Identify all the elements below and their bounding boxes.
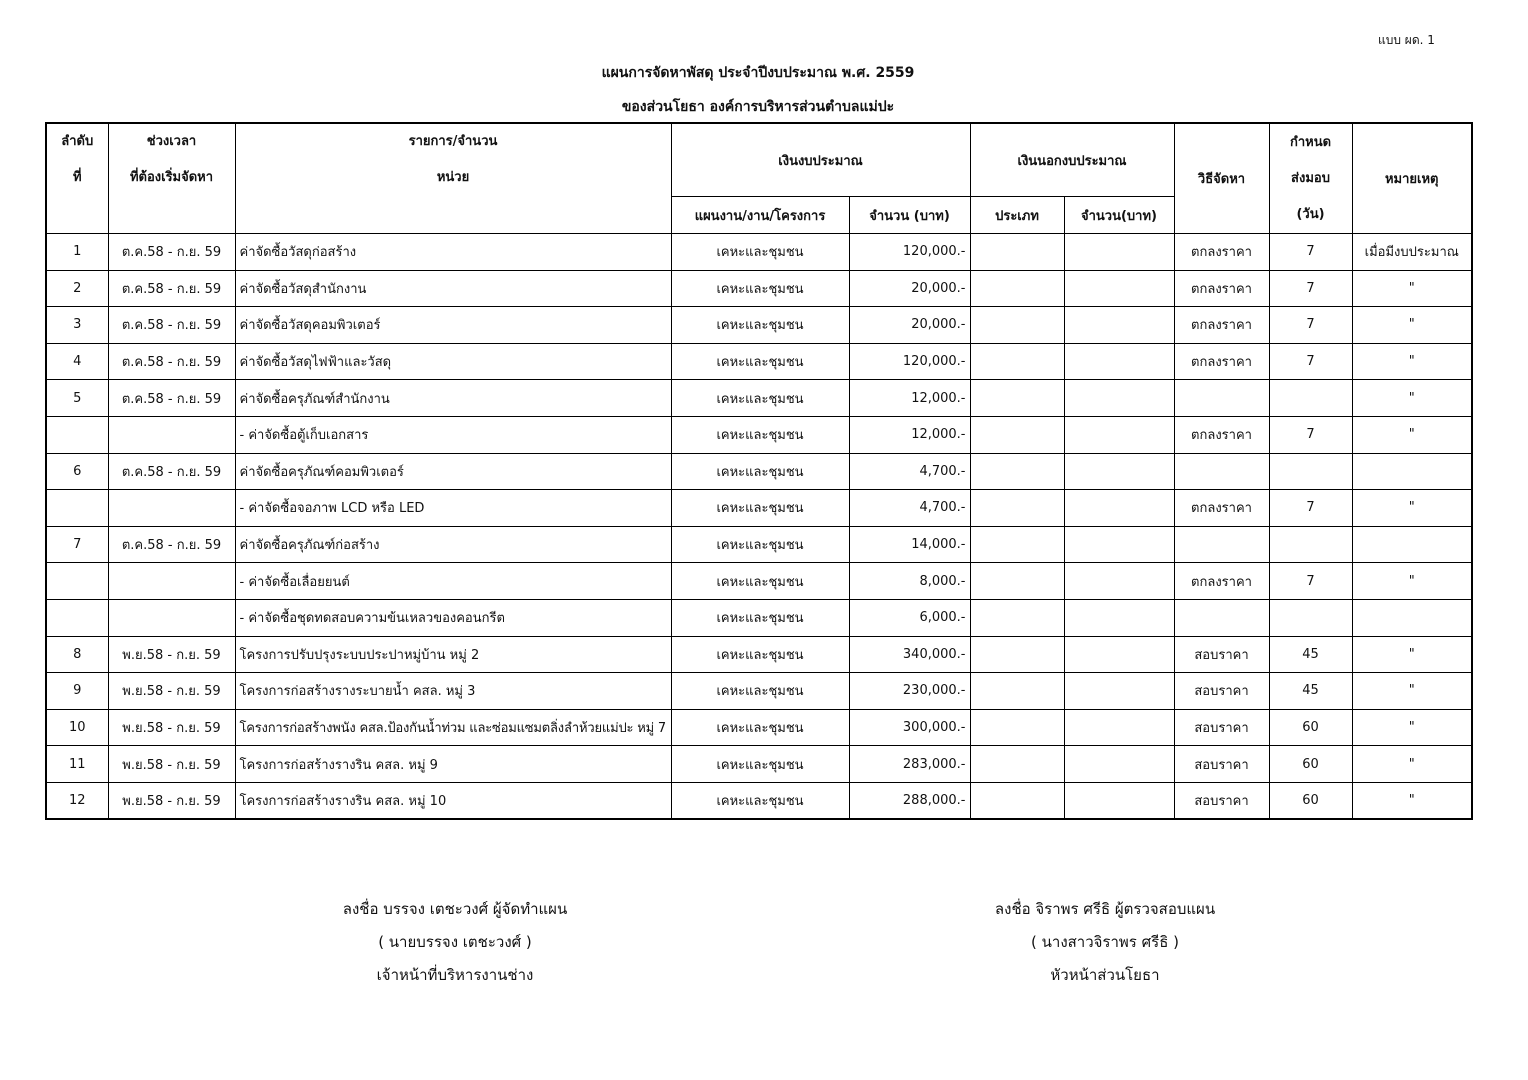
- cell-plan: เคหะและชุมชน: [671, 709, 849, 746]
- table-row: [46, 709, 1472, 746]
- cell-no: 4: [46, 343, 108, 380]
- header-offbudget-type: ประเภท: [970, 197, 1064, 234]
- cell-method: [1174, 453, 1269, 490]
- cell-method: ตกลงราคา: [1174, 307, 1269, 344]
- cell-plan: เคหะและชุมชน: [671, 782, 849, 819]
- cell-method: สอบราคา: [1174, 782, 1269, 819]
- cell-plan: เคหะและชุมชน: [671, 673, 849, 710]
- cell-no: 5: [46, 380, 108, 417]
- table-row: [46, 673, 1472, 710]
- document-title: แผนการจัดหาพัสดุ ประจำปีงบประมาณ พ.ศ. 2559: [601, 65, 915, 81]
- cell-no: 7: [46, 526, 108, 563]
- cell-offbudget-type: [970, 709, 1064, 746]
- cell-no: 10: [46, 709, 108, 746]
- cell-amount: 14,000.-: [849, 526, 970, 563]
- form-code: แบบ ผด. 1: [1378, 33, 1435, 47]
- cell-offbudget-amount: [1064, 453, 1174, 490]
- cell-offbudget-type: [970, 563, 1064, 600]
- cell-no: [46, 563, 108, 600]
- cell-period: ต.ค.58 - ก.ย. 59: [108, 234, 235, 271]
- cell-period: ต.ค.58 - ก.ย. 59: [108, 343, 235, 380]
- cell-period: พ.ย.58 - ก.ย. 59: [108, 782, 235, 819]
- cell-remark: ": [1352, 673, 1472, 710]
- cell-item: ค่าจัดซื้อครุภัณฑ์สำนักงาน: [235, 380, 671, 417]
- cell-offbudget-type: [970, 526, 1064, 563]
- cell-days: [1269, 380, 1352, 417]
- cell-offbudget-type: [970, 234, 1064, 271]
- cell-plan: เคหะและชุมชน: [671, 636, 849, 673]
- cell-offbudget-amount: [1064, 234, 1174, 271]
- cell-offbudget-amount: [1064, 636, 1174, 673]
- cell-days: 60: [1269, 746, 1352, 783]
- cell-item: ค่าจัดซื้อวัสดุก่อสร้าง: [235, 234, 671, 271]
- cell-no: 11: [46, 746, 108, 783]
- cell-remark: ": [1352, 782, 1472, 819]
- cell-method: [1174, 380, 1269, 417]
- cell-period: พ.ย.58 - ก.ย. 59: [108, 673, 235, 710]
- cell-days: 7: [1269, 234, 1352, 271]
- table-row: [46, 380, 1472, 417]
- header-offbudget: เงินนอกงบประมาณ: [970, 123, 1174, 197]
- cell-offbudget-amount: [1064, 270, 1174, 307]
- cell-no: 8: [46, 636, 108, 673]
- preparer-position: เจ้าหน้าที่บริหารงานช่าง: [376, 966, 534, 984]
- cell-no: 2: [46, 270, 108, 307]
- cell-offbudget-amount: [1064, 380, 1174, 417]
- cell-no: 6: [46, 453, 108, 490]
- header-delivery-line2: ส่งมอบ: [1291, 170, 1330, 186]
- cell-no: [46, 416, 108, 453]
- cell-offbudget-type: [970, 380, 1064, 417]
- cell-remark: เมื่อมีงบประมาณ: [1352, 234, 1472, 271]
- cell-offbudget-type: [970, 673, 1064, 710]
- cell-period: ต.ค.58 - ก.ย. 59: [108, 307, 235, 344]
- reviewer-name: ( นางสาวจิราพร ศรีธิ ): [1031, 933, 1179, 951]
- cell-days: [1269, 599, 1352, 636]
- cell-item: โครงการก่อสร้างรางริน คสล. หมู่ 9: [235, 746, 671, 783]
- cell-amount: 283,000.-: [849, 746, 970, 783]
- cell-plan: เคหะและชุมชน: [671, 270, 849, 307]
- cell-amount: 20,000.-: [849, 307, 970, 344]
- cell-offbudget-amount: [1064, 416, 1174, 453]
- cell-amount: 12,000.-: [849, 416, 970, 453]
- header-budget-plan: แผนงาน/งาน/โครงการ: [671, 197, 849, 234]
- cell-method: [1174, 526, 1269, 563]
- cell-remark: ": [1352, 270, 1472, 307]
- header-seq-line1: ลำดับ: [61, 134, 94, 149]
- signature-preparer: [290, 893, 620, 992]
- header-budget: เงินงบประมาณ: [671, 123, 970, 197]
- cell-no: [46, 599, 108, 636]
- cell-amount: 12,000.-: [849, 380, 970, 417]
- cell-remark: [1352, 526, 1472, 563]
- cell-remark: ": [1352, 416, 1472, 453]
- document-subtitle: ของส่วนโยธา องค์การบริหารส่วนตำบลแม่ปะ: [621, 99, 895, 115]
- table-row: [46, 636, 1472, 673]
- reviewer-position: หัวหน้าส่วนโยธา: [1050, 966, 1160, 984]
- cell-item: โครงการก่อสร้างรางระบายน้ำ คสล. หมู่ 3: [235, 673, 671, 710]
- header-delivery-line3: (วัน): [1296, 206, 1325, 222]
- cell-amount: 4,700.-: [849, 453, 970, 490]
- cell-days: [1269, 453, 1352, 490]
- cell-plan: เคหะและชุมชน: [671, 416, 849, 453]
- cell-days: 45: [1269, 636, 1352, 673]
- header-budget-amount: จำนวน (บาท): [849, 197, 970, 234]
- header-seq-line2: ที่: [72, 170, 82, 185]
- reviewer-sign-line: ลงชื่อ จิราพร ศรีธิ ผู้ตรวจสอบแผน: [994, 900, 1216, 918]
- cell-period: ต.ค.58 - ก.ย. 59: [108, 453, 235, 490]
- cell-remark: ": [1352, 307, 1472, 344]
- cell-offbudget-amount: [1064, 526, 1174, 563]
- header-period-line2: ที่ต้องเริ่มจัดหา: [129, 170, 214, 185]
- cell-remark: ": [1352, 490, 1472, 527]
- cell-offbudget-type: [970, 490, 1064, 527]
- cell-days: 7: [1269, 343, 1352, 380]
- cell-amount: 340,000.-: [849, 636, 970, 673]
- table-row: [46, 453, 1472, 490]
- cell-method: สอบราคา: [1174, 673, 1269, 710]
- table-row: [46, 416, 1472, 453]
- cell-offbudget-type: [970, 453, 1064, 490]
- cell-offbudget-type: [970, 782, 1064, 819]
- header-period: [108, 123, 235, 234]
- cell-no: [46, 490, 108, 527]
- cell-plan: เคหะและชุมชน: [671, 380, 849, 417]
- cell-offbudget-amount: [1064, 307, 1174, 344]
- cell-offbudget-type: [970, 636, 1064, 673]
- cell-days: 7: [1269, 307, 1352, 344]
- procurement-plan-table: [45, 122, 1473, 820]
- cell-amount: 288,000.-: [849, 782, 970, 819]
- cell-plan: เคหะและชุมชน: [671, 526, 849, 563]
- cell-plan: เคหะและชุมชน: [671, 599, 849, 636]
- cell-days: 45: [1269, 673, 1352, 710]
- cell-amount: 120,000.-: [849, 343, 970, 380]
- cell-remark: ": [1352, 563, 1472, 600]
- header-item: [235, 123, 671, 234]
- header-remark: หมายเหตุ: [1352, 123, 1472, 234]
- cell-method: ตกลงราคา: [1174, 563, 1269, 600]
- cell-item: - ค่าจัดซื้อจอภาพ LCD หรือ LED: [235, 490, 671, 527]
- header-offbudget-amount: จำนวน(บาท): [1064, 197, 1174, 234]
- cell-offbudget-amount: [1064, 746, 1174, 783]
- cell-method: ตกลงราคา: [1174, 234, 1269, 271]
- cell-period: ต.ค.58 - ก.ย. 59: [108, 380, 235, 417]
- cell-period: ต.ค.58 - ก.ย. 59: [108, 526, 235, 563]
- cell-method: ตกลงราคา: [1174, 490, 1269, 527]
- cell-days: 7: [1269, 270, 1352, 307]
- cell-amount: 4,700.-: [849, 490, 970, 527]
- cell-amount: 8,000.-: [849, 563, 970, 600]
- cell-days: 60: [1269, 709, 1352, 746]
- header-item-line1: รายการ/จำนวน: [408, 134, 498, 149]
- cell-plan: เคหะและชุมชน: [671, 343, 849, 380]
- table-row: [46, 782, 1472, 819]
- cell-method: สอบราคา: [1174, 746, 1269, 783]
- header-item-line2: หน่วย: [436, 170, 470, 185]
- cell-period: พ.ย.58 - ก.ย. 59: [108, 636, 235, 673]
- table-row: [46, 490, 1472, 527]
- cell-no: 12: [46, 782, 108, 819]
- cell-period: [108, 599, 235, 636]
- cell-offbudget-type: [970, 307, 1064, 344]
- cell-method: สอบราคา: [1174, 709, 1269, 746]
- table-row: [46, 746, 1472, 783]
- cell-plan: เคหะและชุมชน: [671, 563, 849, 600]
- cell-offbudget-amount: [1064, 490, 1174, 527]
- cell-offbudget-type: [970, 270, 1064, 307]
- cell-remark: ": [1352, 746, 1472, 783]
- cell-days: [1269, 526, 1352, 563]
- cell-method: [1174, 599, 1269, 636]
- cell-remark: ": [1352, 709, 1472, 746]
- cell-method: ตกลงราคา: [1174, 416, 1269, 453]
- cell-amount: 230,000.-: [849, 673, 970, 710]
- cell-amount: 120,000.-: [849, 234, 970, 271]
- cell-item: ค่าจัดซื้อวัสดุคอมพิวเตอร์: [235, 307, 671, 344]
- cell-plan: เคหะและชุมชน: [671, 307, 849, 344]
- cell-days: 7: [1269, 416, 1352, 453]
- header-seq: [46, 123, 108, 234]
- cell-period: พ.ย.58 - ก.ย. 59: [108, 746, 235, 783]
- header-period-line1: ช่วงเวลา: [146, 134, 197, 149]
- cell-item: ค่าจัดซื้อวัสดุสำนักงาน: [235, 270, 671, 307]
- cell-period: พ.ย.58 - ก.ย. 59: [108, 709, 235, 746]
- cell-item: ค่าจัดซื้อครุภัณฑ์คอมพิวเตอร์: [235, 453, 671, 490]
- cell-period: [108, 563, 235, 600]
- cell-method: ตกลงราคา: [1174, 270, 1269, 307]
- cell-remark: [1352, 453, 1472, 490]
- cell-offbudget-amount: [1064, 599, 1174, 636]
- table-row: [46, 270, 1472, 307]
- cell-remark: [1352, 599, 1472, 636]
- cell-item: - ค่าจัดซื้อเลื่อยยนต์: [235, 563, 671, 600]
- cell-plan: เคหะและชุมชน: [671, 453, 849, 490]
- table-row: [46, 563, 1472, 600]
- cell-offbudget-type: [970, 416, 1064, 453]
- preparer-name: ( นายบรรจง เตชะวงศ์ ): [378, 933, 532, 951]
- header-delivery: [1269, 123, 1352, 234]
- cell-amount: 300,000.-: [849, 709, 970, 746]
- cell-item: - ค่าจัดซื้อตู้เก็บเอกสาร: [235, 416, 671, 453]
- table-body: [46, 234, 1472, 820]
- cell-period: [108, 416, 235, 453]
- cell-days: 60: [1269, 782, 1352, 819]
- signature-reviewer: [940, 893, 1270, 992]
- cell-plan: เคหะและชุมชน: [671, 746, 849, 783]
- cell-remark: ": [1352, 343, 1472, 380]
- cell-plan: เคหะและชุมชน: [671, 234, 849, 271]
- cell-no: 1: [46, 234, 108, 271]
- table-row: [46, 234, 1472, 271]
- preparer-sign-line: ลงชื่อ บรรจง เตชะวงศ์ ผู้จัดทำแผน: [342, 900, 568, 918]
- cell-offbudget-amount: [1064, 343, 1174, 380]
- cell-item: โครงการก่อสร้างรางริน คสล. หมู่ 10: [235, 782, 671, 819]
- cell-period: [108, 490, 235, 527]
- cell-amount: 6,000.-: [849, 599, 970, 636]
- cell-item: โครงการก่อสร้างพนัง คสล.ป้องกันน้ำท่วม และซ่อมแซมตลิ่งลำห้วยแม่ปะ หมู่ 7: [235, 709, 671, 746]
- cell-plan: เคหะและชุมชน: [671, 490, 849, 527]
- cell-item: - ค่าจัดซื้อชุดทดสอบความข้นเหลวของคอนกรีต: [235, 599, 671, 636]
- cell-remark: ": [1352, 636, 1472, 673]
- cell-offbudget-amount: [1064, 673, 1174, 710]
- cell-offbudget-amount: [1064, 782, 1174, 819]
- table-row: [46, 343, 1472, 380]
- cell-method: สอบราคา: [1174, 636, 1269, 673]
- cell-offbudget-type: [970, 746, 1064, 783]
- cell-offbudget-amount: [1064, 709, 1174, 746]
- cell-method: ตกลงราคา: [1174, 343, 1269, 380]
- cell-no: 3: [46, 307, 108, 344]
- table-row: [46, 599, 1472, 636]
- table-row: [46, 307, 1472, 344]
- cell-offbudget-amount: [1064, 563, 1174, 600]
- cell-offbudget-type: [970, 343, 1064, 380]
- cell-days: 7: [1269, 490, 1352, 527]
- cell-item: โครงการปรับปรุงระบบประปาหมู่บ้าน หมู่ 2: [235, 636, 671, 673]
- header-delivery-line1: กำหนด: [1289, 134, 1332, 150]
- cell-remark: ": [1352, 380, 1472, 417]
- cell-days: 7: [1269, 563, 1352, 600]
- cell-no: 9: [46, 673, 108, 710]
- cell-item: ค่าจัดซื้อครุภัณฑ์ก่อสร้าง: [235, 526, 671, 563]
- cell-offbudget-type: [970, 599, 1064, 636]
- cell-item: ค่าจัดซื้อวัสดุไฟฟ้าและวัสดุ: [235, 343, 671, 380]
- cell-period: ต.ค.58 - ก.ย. 59: [108, 270, 235, 307]
- cell-amount: 20,000.-: [849, 270, 970, 307]
- header-method: วิธีจัดหา: [1174, 123, 1269, 234]
- table-row: [46, 526, 1472, 563]
